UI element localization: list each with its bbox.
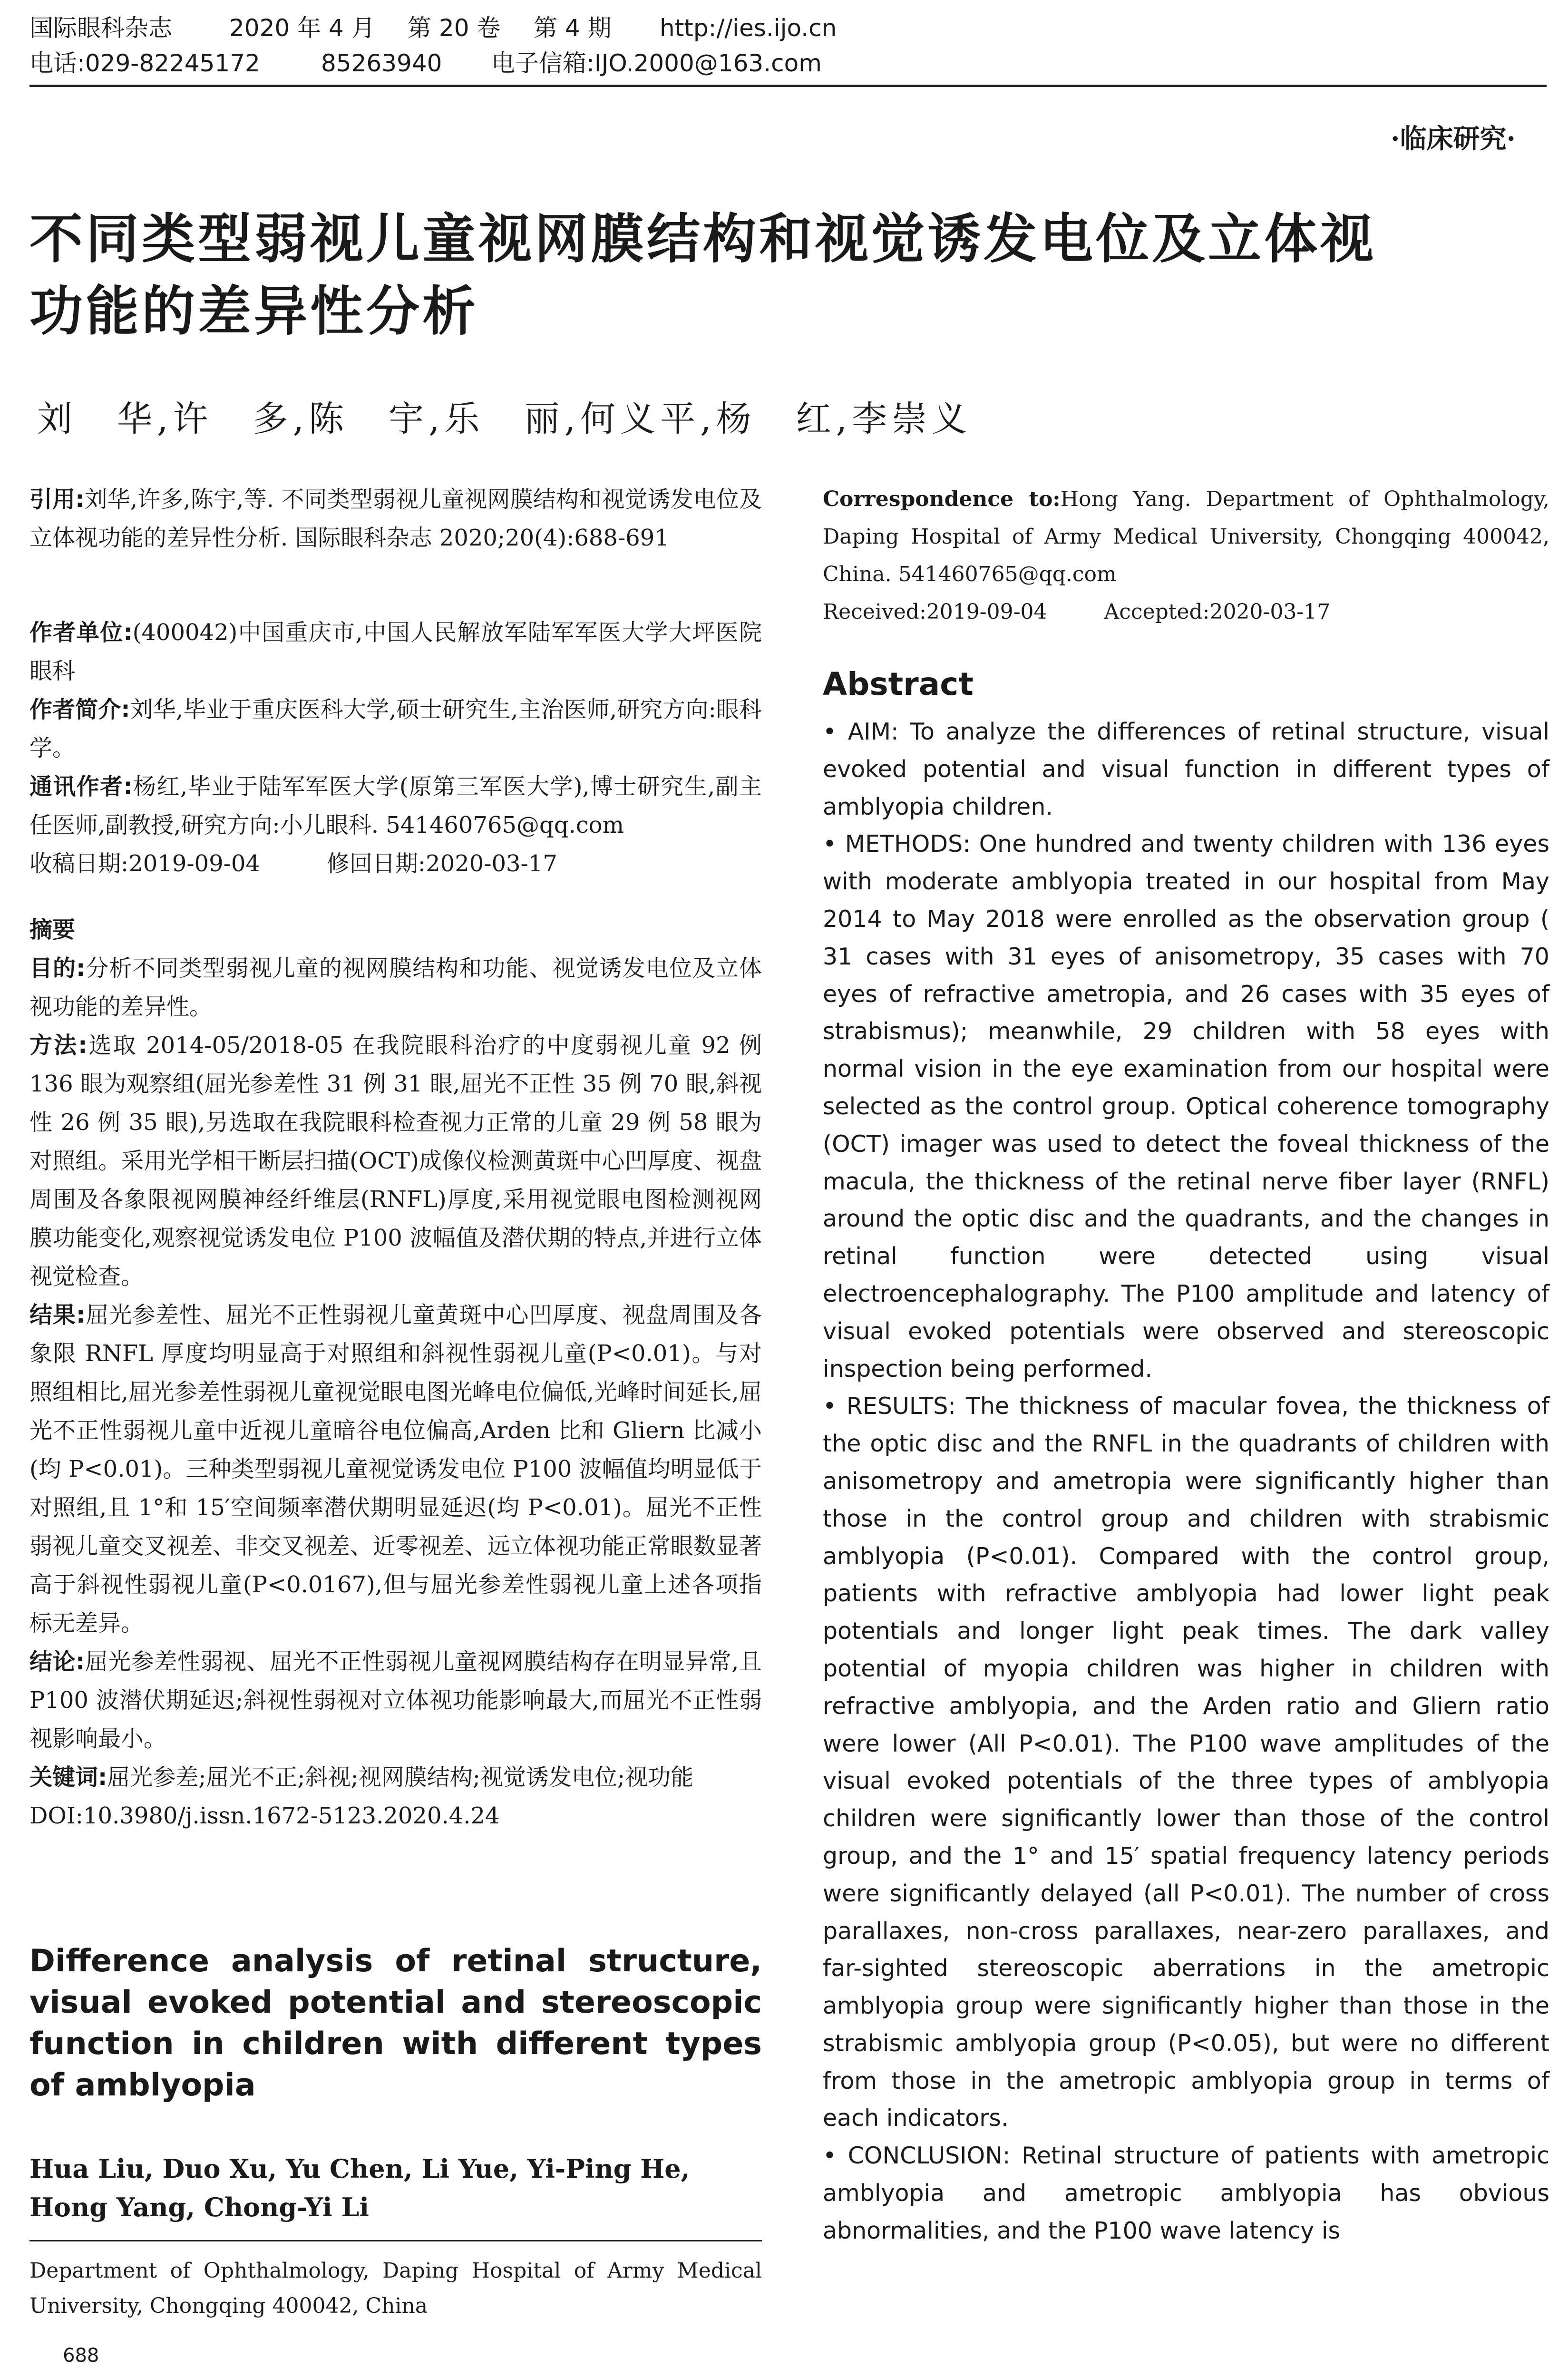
received-en: Received:2019-09-04 (823, 600, 1047, 624)
citation-label: 引用: (29, 486, 85, 513)
dates-en (823, 593, 1549, 631)
results-cn-text: 屈光参差性、屈光不正性弱视儿童黄斑中心凹厚度、视盘周围及各象限 RNFL 厚度均明显高于对照组和斜视性弱视儿童(P<0.01)。与对照组相比,屈光参差性弱视儿童视觉眼电图光峰电位偏低,光峰时间延长,屈光不正性弱视儿童中近视儿童暗谷电位偏高,Arden 比和 Gliern 比减小(均 P<0.01)。三种类型弱视儿童视觉诱发电位 P100 波幅值均明显低于对照组,且 1°和 15′空间频率潜伏期明显延迟(均 P<0.01)。屈光不正性弱视儿童交叉视差、非交叉视差、近零视差、远立体视功能正常眼数显著高于斜视性弱视儿童(P<0.0167),但与屈光参差性弱视儿童上述各项指标无差异。 (29, 1302, 762, 1637)
methods-cn-text: 选取 2014-05/2018-05 在我院眼科治疗的中度弱视儿童 92 例 136 眼为观察组(屈光参差性 31 例 31 眼,屈光不正性 35 例 70 眼,斜视性 26 例 35 眼),另选取在我院眼科检查视力正常的儿童 29 例 58 眼为对照组。采用光学相干断层扫描(OCT)成像仪检测黄斑中心凹厚度、视盘周围及各象限视网膜神经纤维层(RNFL)厚度,采用视觉眼电图检测视网膜功能变化,观察视觉诱发电位 P100 波幅值及潜伏期的特点,并进行立体视觉检查。 (29, 1032, 762, 1290)
keywords-cn-label: 关键词: (29, 1764, 107, 1791)
methods-cn (29, 1026, 762, 1296)
volume: 第 20 卷 (408, 14, 501, 42)
conclusion-cn-text: 屈光参差性弱视、屈光不正性弱视儿童视网膜结构存在明显异常,且 P100 波潜伏期延迟;斜视性弱视对立体视功能影响最大,而屈光不正性弱视影响最小。 (29, 1648, 762, 1752)
title-cn-line1: 不同类型弱视儿童视网膜结构和视觉诱发电位及立体视 (29, 208, 1376, 270)
results-en-label: • RESULTS: (823, 1393, 956, 1420)
aim-en (823, 713, 1549, 826)
conclusion-cn (29, 1643, 762, 1758)
accepted-en: Accepted:2020-03-17 (1104, 600, 1331, 624)
authors-cn: 刘 华,许 多,陈 宇,乐 丽,何义平,杨 红,李崇义 (37, 399, 972, 439)
keywords-cn (29, 1758, 762, 1797)
abstract-en (823, 713, 1549, 2250)
english-department: Department of Ophthalmology, Daping Hospital of Army Medical University, Chongqing 400042, China (29, 2259, 762, 2318)
corr-text: 杨红,毕业于陆军军医大学(原第三军医大学),博士研究生,副主任医师,副教授,研究方向:小儿眼科. 541460765@qq.com (29, 773, 762, 838)
corr-label: 通讯作者: (29, 773, 133, 800)
methods-en-text: One hundred and twenty children with 136 eyes with moderate amblyopia treated in our hospital from May 2014 to May 2018 were enrolled as the observation group ( 31 cases with 31 eyes of anisometropy, 35 cases with 70 eyes of refractive ametropia, and 26 cases with 35 eyes of strabismus); meanwhile, 29 children with 58 eyes with normal vision in the eye examination from our hospital were selected as the control group. Optical coherence tomography (OCT) imager was used to detect the foveal thickness of the macula, the thickness of the retinal nerve fiber layer (RNFL) around the optic disc and the quadrants, and the changes in retinal function were detected using visual electroencephalography. The P100 amplitude and latency of visual evoked potentials were observed and stereoscopic inspection being performed. (823, 830, 1549, 1383)
correspondence-block (823, 480, 1549, 631)
affiliation-text: (400042)中国重庆市,中国人民解放军陆军军医大学大坪医院眼科 (29, 619, 762, 684)
page-number: 688 (63, 2345, 99, 2367)
issue-date: 2020 年 4 月 (229, 14, 375, 42)
conclusion-en (823, 2137, 1549, 2250)
methods-en-label: • METHODS: (823, 830, 971, 858)
journal-header-line2 (29, 49, 822, 78)
received-cn: 收稿日期:2019-09-04 (29, 850, 260, 877)
journal-header-line1 (29, 13, 837, 43)
results-en (823, 1388, 1549, 2137)
phone-2: 85263940 (321, 49, 442, 77)
revised-cn: 修回日期:2020-03-17 (326, 850, 557, 877)
methods-en (823, 826, 1549, 1388)
author-bio (29, 691, 762, 768)
journal-name: 国际眼科杂志 (29, 14, 172, 42)
abstract-en-heading: Abstract (823, 666, 974, 702)
correspondence-label: Correspondence to: (823, 487, 1061, 511)
aim-cn-label: 目的: (29, 955, 86, 982)
abstract-cn-heading: 摘要 (29, 916, 76, 943)
aim-cn-text: 分析不同类型弱视儿童的视网膜结构和功能、视觉诱发电位及立体视功能的差异性。 (29, 955, 762, 1020)
results-cn-label: 结果: (29, 1302, 86, 1328)
email[interactable]: 电子信箱:IJO.2000@163.com (491, 49, 822, 77)
english-authors: Hua Liu, Duo Xu, Yu Chen, Li Yue, Yi-Ping He, Hong Yang, Chong-Yi Li (29, 2153, 690, 2222)
abstract-cn (29, 911, 762, 1835)
issue: 第 4 期 (534, 14, 612, 42)
left-author-info (29, 614, 762, 883)
doi[interactable]: DOI:10.3980/j.issn.1672-5123.2020.4.24 (29, 1802, 500, 1829)
aim-en-text: To analyze the differences of retinal structure, visual evoked potential and visual function in different types of amblyopia children. (823, 718, 1550, 820)
results-en-text: The thickness of macular fovea, the thickness of the optic disc and the RNFL in the quadrants of children with anisometropy and ametropia were significantly higher than those in the control group and children with strabismic amblyopia (P<0.01). Compared with the control group, patients with refractive amblyopia had lower light peak potentials and longer light peak times. The dark valley potential of myopia children was higher in children with refractive amblyopia, and the Arden ratio and Gliern ratio were lower (All P<0.01). The P100 wave amplitudes of the visual evoked potentials of the three types of amblyopia children were significantly lower than those of the control group, and the 1° and 15′ spatial frequency latency periods were significantly delayed (all P<0.01). The number of cross parallaxes, non-cross parallaxes, near-zero parallaxes, and far-sighted stereoscopic aberrations in the ametropic amblyopia group were significantly higher than those in the strabismic amblyopia group (P<0.05), but were no different from those in the ametropic amblyopia group in terms of each indicators. (823, 1393, 1549, 2132)
citation (29, 480, 762, 557)
conclusion-en-label: • CONCLUSION: (823, 2142, 1011, 2170)
left-meta-block (29, 480, 762, 557)
affiliation-label: 作者单位: (29, 619, 133, 646)
correspondence (823, 480, 1549, 593)
dates-cn (29, 845, 762, 883)
affiliation (29, 614, 762, 691)
conclusion-cn-label: 结论: (29, 1648, 85, 1675)
aim-cn (29, 949, 762, 1026)
citation-text: 刘华,许多,陈宇,等. 不同类型弱视儿童视网膜结构和视觉诱发电位及立体视功能的差异性分析. 国际眼科杂志 2020;20(4):688-691 (29, 486, 762, 551)
dept-rule (29, 2240, 762, 2241)
results-cn (29, 1296, 762, 1643)
english-title: Difference analysis of retinal structure, visual evoked potential and stereoscopic function in children with different types of amblyopia (29, 1943, 762, 2103)
methods-cn-label: 方法: (29, 1032, 88, 1059)
bio-label: 作者简介: (29, 696, 130, 723)
section-tag: ·临床研究· (1391, 123, 1516, 155)
phone: 电话:029-82245172 (29, 49, 260, 77)
conclusion-en-text: Retinal structure of patients with ametropic amblyopia and ametropic amblyopia has obvious abnormalities, and the P100 wave latency is (823, 2142, 1550, 2244)
header-rule (29, 85, 1547, 87)
journal-url[interactable]: http://ies.ijo.cn (660, 14, 837, 42)
correspondence-text: Hong Yang. Department of Ophthalmology, Daping Hospital of Army Medical University, Chongqing 400042, China. 541460765@qq.com (823, 487, 1549, 586)
aim-en-label: • AIM: (823, 718, 899, 745)
keywords-cn-text: 屈光参差;屈光不正;斜视;视网膜结构;视觉诱发电位;视功能 (107, 1764, 694, 1791)
title-cn-line2: 功能的差异性分析 (29, 281, 478, 342)
corresponding-author (29, 768, 762, 845)
bio-text: 刘华,毕业于重庆医科大学,硕士研究生,主治医师,研究方向:眼科学。 (29, 696, 762, 761)
